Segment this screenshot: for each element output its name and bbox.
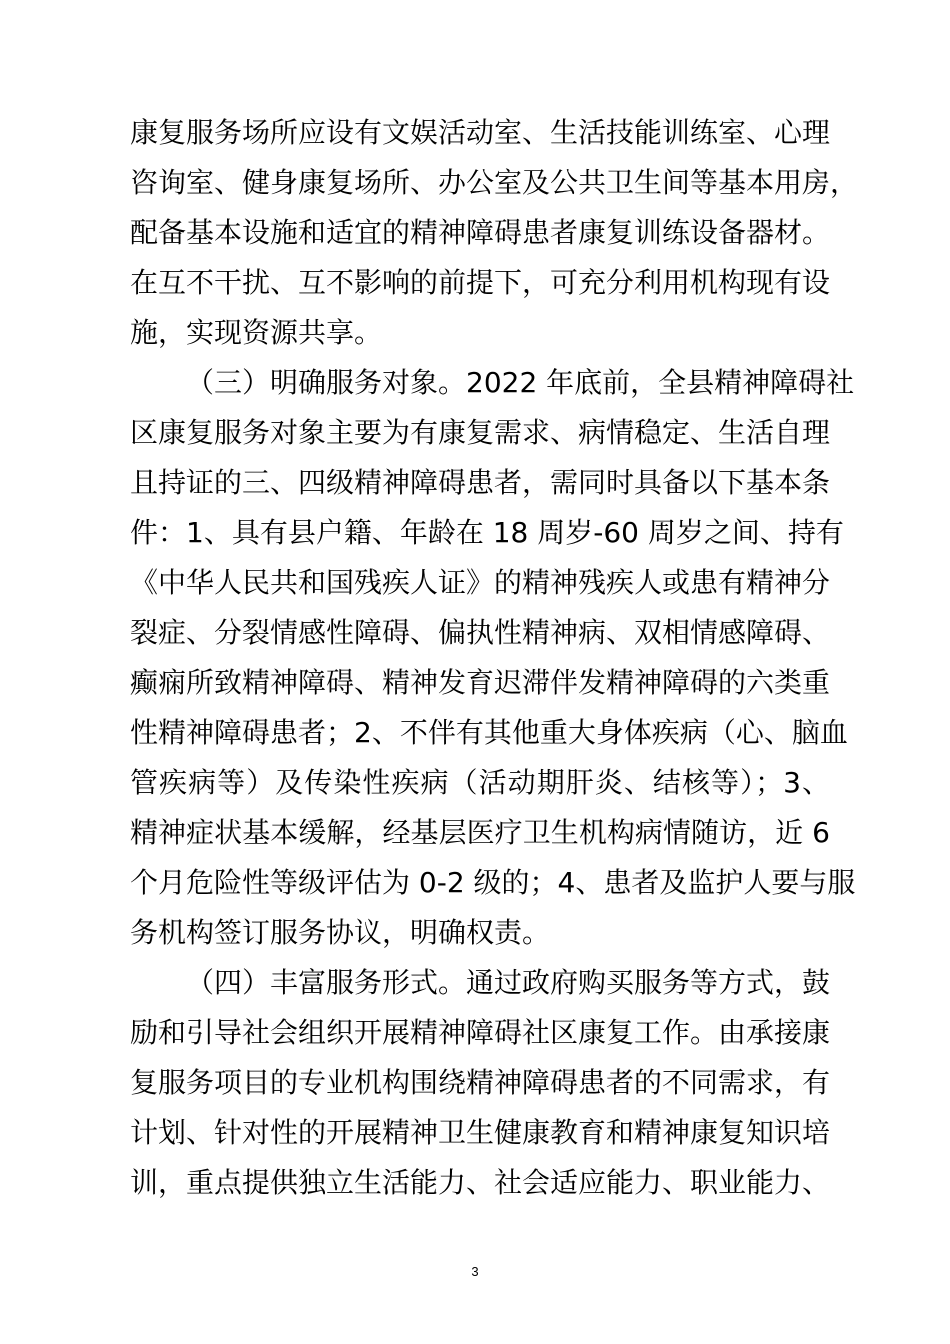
- paragraph-line: 裂症、分裂情感性障碍、偏执性精神病、双相情感障碍、: [130, 616, 831, 649]
- paragraph-line: 管疾病等）及传染性疾病（活动期肝炎、结核等）；3、: [130, 766, 830, 799]
- paragraph-line: 且持证的三、四级精神障碍患者，需同时具备以下基本条: [130, 466, 831, 499]
- paragraph-line: 精神症状基本缓解，经基层医疗卫生机构病情随访，近 6: [130, 816, 830, 849]
- paragraph-line: 件：1、具有县户籍、年龄在 18 周岁-60 周岁之间、持有: [130, 516, 844, 549]
- paragraph-line: 励和引导社会组织开展精神障碍社区康复工作。由承接康: [130, 1016, 831, 1049]
- section-heading-line: （四）丰富服务形式。通过政府购买服务等方式，鼓: [186, 966, 831, 999]
- paragraph-line: 施，实现资源共享。: [130, 316, 383, 349]
- paragraph-line: 复服务项目的专业机构围绕精神障碍患者的不同需求，有: [130, 1066, 831, 1099]
- paragraph-line: 咨询室、健身康复场所、办公室及公共卫生间等基本用房，: [130, 166, 859, 199]
- paragraph-line: 计划、针对性的开展精神卫生健康教育和精神康复知识培: [130, 1116, 831, 1149]
- paragraph-line: 康复服务场所应设有文娱活动室、生活技能训练室、心理: [130, 116, 831, 149]
- page-number: 3: [471, 1264, 479, 1279]
- paragraph-line: 性精神障碍患者；2、不伴有其他重大身体疾病（心、脑血: [130, 716, 848, 749]
- paragraph-line: 个月危险性等级评估为 0-2 级的；4、患者及监护人要与服: [130, 866, 856, 899]
- paragraph-line: 《中华人民共和国残疾人证》的精神残疾人或患有精神分: [130, 566, 831, 599]
- section-heading-line: （三）明确服务对象。2022 年底前，全县精神障碍社: [186, 366, 855, 399]
- paragraph-line: 区康复服务对象主要为有康复需求、病情稳定、生活自理: [130, 416, 831, 449]
- paragraph-line: 务机构签订服务协议，明确权责。: [130, 916, 551, 949]
- paragraph-line: 训，重点提供独立生活能力、社会适应能力、职业能力、: [130, 1166, 831, 1199]
- paragraph-line: 配备基本设施和适宜的精神障碍患者康复训练设备器材。: [130, 216, 831, 249]
- paragraph-line: 在互不干扰、互不影响的前提下，可充分利用机构现有设: [130, 266, 831, 299]
- paragraph-line: 癫痫所致精神障碍、精神发育迟滞伴发精神障碍的六类重: [130, 666, 831, 699]
